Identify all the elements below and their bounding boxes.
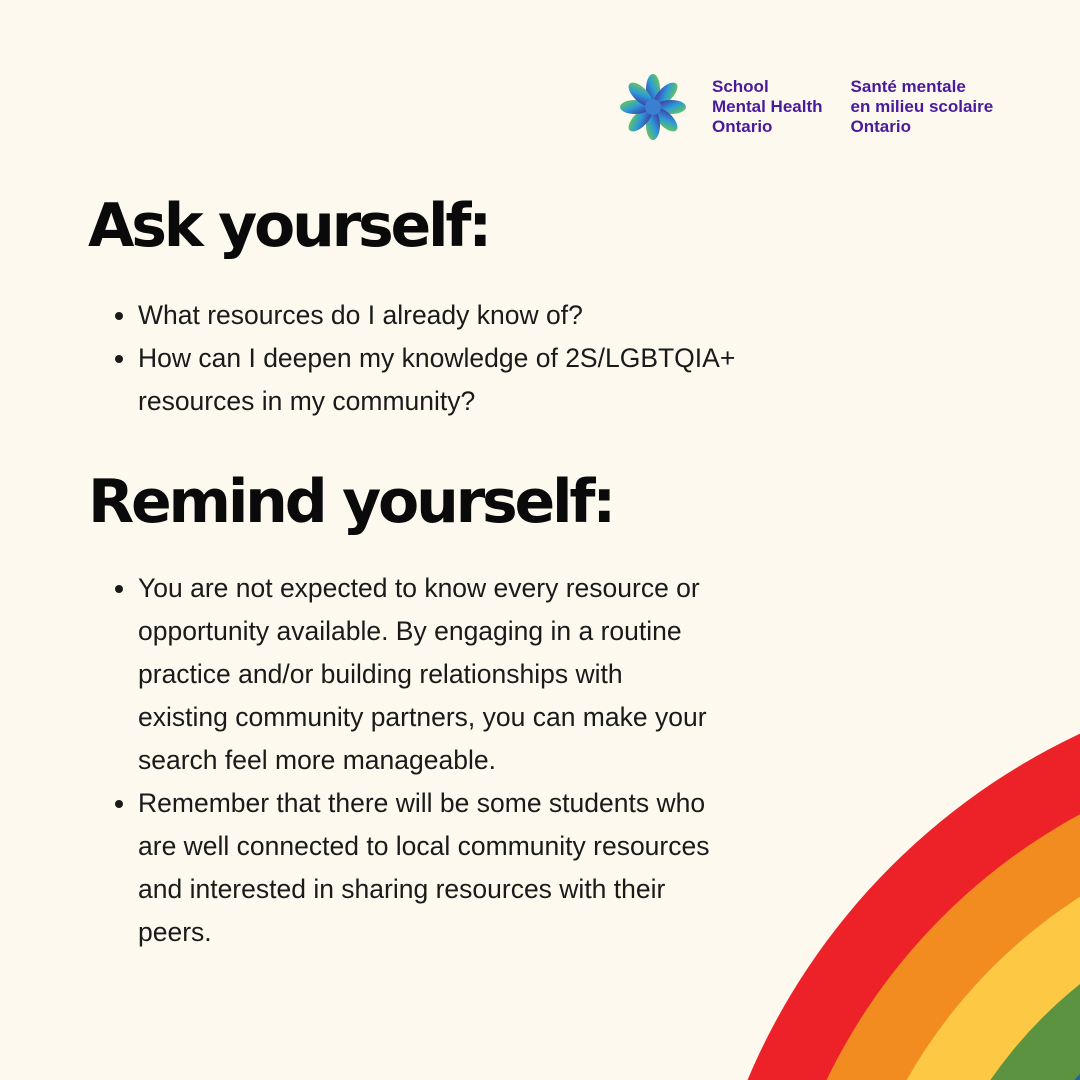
logo-fr-line: en milieu scolaire [850, 97, 994, 116]
remind-yourself-heading: Remind yourself: [88, 467, 614, 537]
logo-en-line: Mental Health [712, 97, 823, 116]
list-item: • Remember that there will be some students who are well connected to local community resources and interested in sharing resources with their peers. [138, 782, 718, 954]
smho-logo [618, 72, 993, 142]
logo-en-line: School [712, 77, 769, 96]
remind-yourself-list [108, 567, 718, 954]
ask-yourself-heading: Ask yourself: [88, 191, 490, 261]
list-item: • How can I deepen my knowledge of 2S/LGBTQIA+ resources in my community? [138, 337, 818, 423]
logo-fr-line: Santé mentale [850, 77, 966, 96]
logo-text-french [851, 77, 994, 137]
list-item: • What resources do I already know of? [138, 294, 818, 337]
smho-logo-mark-icon [618, 72, 688, 142]
logo-en-line: Ontario [712, 117, 773, 136]
logo-fr-line: Ontario [850, 117, 911, 136]
list-item: • You are not expected to know every resource or opportunity available. By engaging in a routine practice and/or building relationships with existing community partners, you can make your search feel more manageable. [138, 567, 718, 782]
logo-text-english [712, 77, 823, 137]
rainbow-arcs [695, 670, 1080, 1080]
ask-yourself-list [108, 294, 818, 423]
